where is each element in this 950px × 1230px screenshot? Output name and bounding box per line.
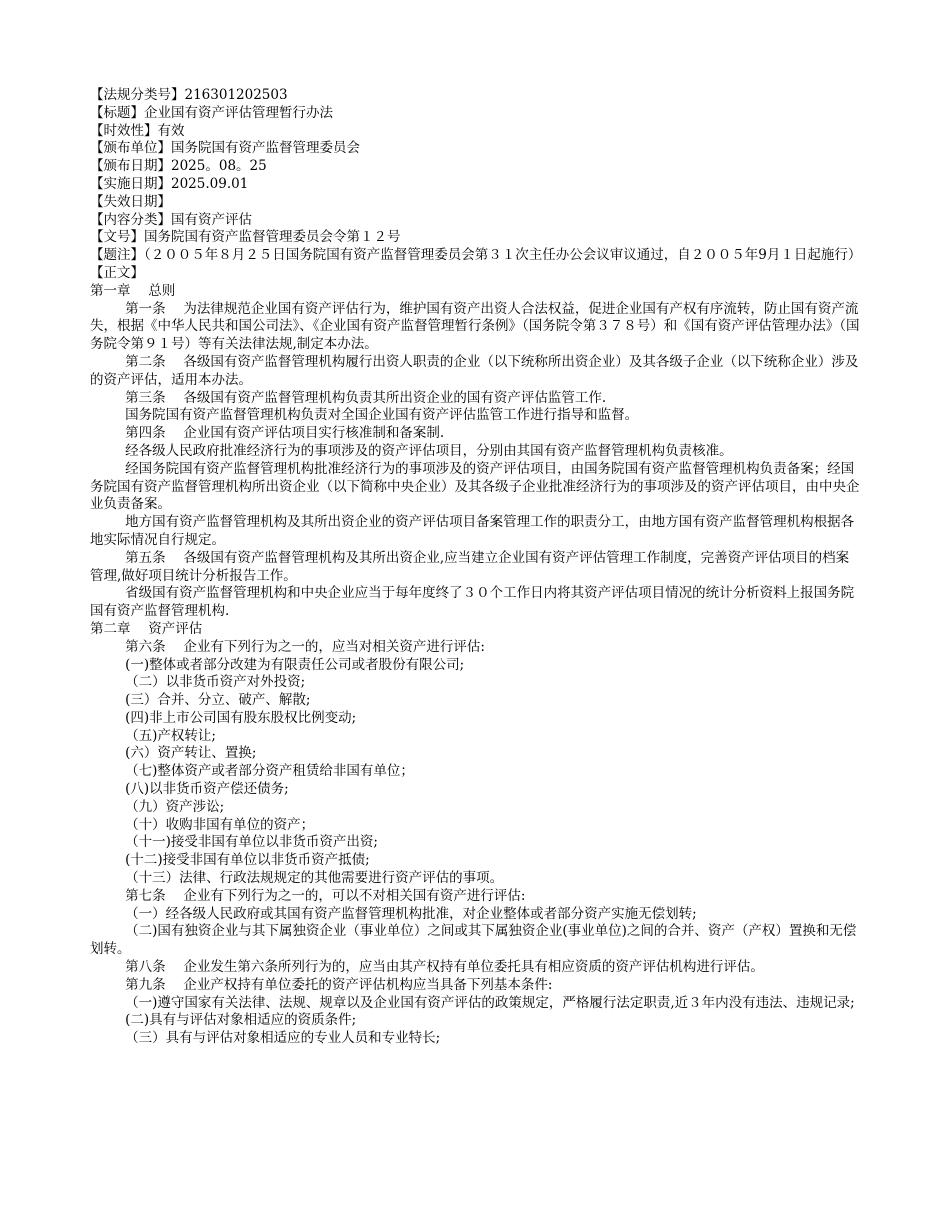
- list-item: （十）收购非国有单位的资产；: [125, 816, 315, 833]
- chapter-heading: 第一章 总则: [90, 282, 176, 299]
- meta-validity: 【时效性】有效: [90, 122, 185, 139]
- list-item: (二)具有与评估对象相适应的资质条件;: [125, 1012, 357, 1029]
- chapter-heading: 第二章 资产评估: [90, 620, 203, 637]
- list-item: (三）合并、分立、破产、解散;: [125, 692, 311, 709]
- list-item: (六）资产转让、置换;: [125, 745, 257, 762]
- article-paragraph: 第九条 企业产权持有单位委托的资产评估机构应当具备下列基本条件:: [125, 976, 553, 993]
- article-paragraph: 省级国有资产监督管理机构和中央企业应当于每年度终了３０个工作日内将其资产评估项目情况的统计分析资料上报国务院国有资产监督管理机构.: [90, 585, 855, 620]
- list-item: （五)产权转让;: [125, 727, 216, 744]
- article-paragraph: 第八条 企业发生第六条所列行为的，应当由其产权持有单位委托具有相应资质的资产评估机构进行评估。: [125, 959, 764, 976]
- list-item: （一）经各级人民政府或其国有资产监督管理机构批准，对企业整体或者部分资产实施无偿划转;: [125, 905, 697, 922]
- chapter-1-body: [90, 301, 862, 621]
- meta-body-label: 【正文】: [90, 264, 144, 281]
- document-body: [90, 87, 862, 1048]
- meta-document-number: 【文号】国务院国有资产监督管理委员会令第１２号: [90, 229, 401, 246]
- article-paragraph: 地方国有资产监督管理机构及其所出资企业的资产评估项目备案管理工作的职责分工，由地方国有资产监督管理机构根据各地实际情况自行规定。: [90, 514, 855, 548]
- meta-issuing-unit: 【颁布单位】国务院国有资产监督管理委员会: [90, 140, 360, 157]
- list-item: (一)整体或者部分改建为有限责任公司或者股份有限公司;: [125, 656, 465, 673]
- meta-title: 【标题】企业国有资产评估管理暂行办法: [90, 104, 333, 121]
- meta-block: [90, 87, 862, 283]
- list-item: （十三）法律、行政法规规定的其他需要进行资产评估的事项。: [125, 870, 504, 887]
- list-item: （二）以非货币资产对外投资;: [125, 674, 306, 691]
- list-item: （十一)接受非国有单位以非货币资产出资;: [125, 834, 378, 851]
- meta-expiry-date: 【失效日期】: [90, 193, 171, 210]
- meta-issue-date: 【颁布日期】2025。08。25: [90, 158, 267, 175]
- list-item: （二)国有独资企业与其下属独资企业（事业单位）之间或其下属独资企业(事业单位)之间的合并、资产（产权）置换和无偿划转。: [90, 923, 857, 958]
- list-item: (八)以非货币资产偿还债务;: [125, 781, 289, 798]
- meta-effective-date: 【实施日期】2025.09.01: [90, 175, 249, 192]
- meta-category-number: 【法规分类号】216301202503: [90, 87, 288, 103]
- article-paragraph: 经各级人民政府批准经济行为的事项涉及的资产评估项目，分别由其国有资产监督管理机构负责核准。: [125, 442, 733, 459]
- article-paragraph: 第四条 企业国有资产评估项目实行核准制和备案制.: [125, 425, 445, 442]
- list-item: (四)非上市公司国有股东股权比例变动;: [125, 709, 357, 726]
- article-paragraph: 经国务院国有资产监督管理机构批准经济行为的事项涉及的资产评估项目，由国务院国有资产监督管理机构负责备案；经国务院国有资产监督管理机构所出资企业（以下简称中央企业）及其各级子企业批准经济行为的事项涉及的资产评估项目，由中央企业负责备案。: [90, 460, 860, 513]
- article-paragraph: 国务院国有资产监督管理机构负责对全国企业国有资产评估监管工作进行指导和监督。: [125, 407, 639, 424]
- list-item: （一)遵守国家有关法律、法规、规章以及企业国有资产评估的政策规定，严格履行法定职责,近３年内没有违法、违规记录;: [125, 994, 855, 1011]
- article-paragraph: 第三条 各级国有资产监督管理机构负责其所出资企业的国有资产评估监管工作.: [125, 389, 607, 406]
- article-paragraph: 第七条 企业有下列行为之一的，可以不对相关国有资产进行评估:: [125, 887, 526, 904]
- article-paragraph: 第一条 为法律规范企业国有资产评估行为，维护国有资产出资人合法权益，促进企业国有产权有序流转，防止国有资产流失，根据《中华人民共和国公司法》、《企业国有资产监督管理暂行条例》（国务院令第３７８号）和《国有资产评估管理办法》（国务院令第９１号）等有关法律法规,制定本办法。: [90, 300, 860, 353]
- meta-content-category: 【内容分类】国有资产评估: [90, 211, 252, 228]
- article-paragraph: 第二条 各级国有资产监督管理机构履行出资人职责的企业（以下统称所出资企业）及其各级子企业（以下统称企业）涉及的资产评估，适用本办法。: [90, 353, 859, 388]
- list-item: （九）资产涉讼;: [125, 798, 225, 815]
- meta-note: 【题注】（２００５年８月２５日国务院国有资产监督管理委员会第３１次主任办公会议审议通过，自２００５年9月１日起施行）: [90, 247, 862, 264]
- list-item: (十二)接受非国有单位以非货币资产抵债;: [125, 852, 370, 869]
- article-paragraph: 第五条 各级国有资产监督管理机构及其所出资企业,应当建立企业国有资产评估管理工作制度，完善资产评估项目的档案管理,做好项目统计分析报告工作。: [90, 549, 850, 584]
- list-item: （三）具有与评估对象相适应的专业人员和专业特长;: [125, 1030, 441, 1047]
- chapter-2-body: [90, 639, 862, 1048]
- list-item: （七)整体资产或者部分资产租赁给非国有单位；: [125, 763, 414, 780]
- article-paragraph: 第六条 企业有下列行为之一的，应当对相关资产进行评估:: [125, 638, 485, 655]
